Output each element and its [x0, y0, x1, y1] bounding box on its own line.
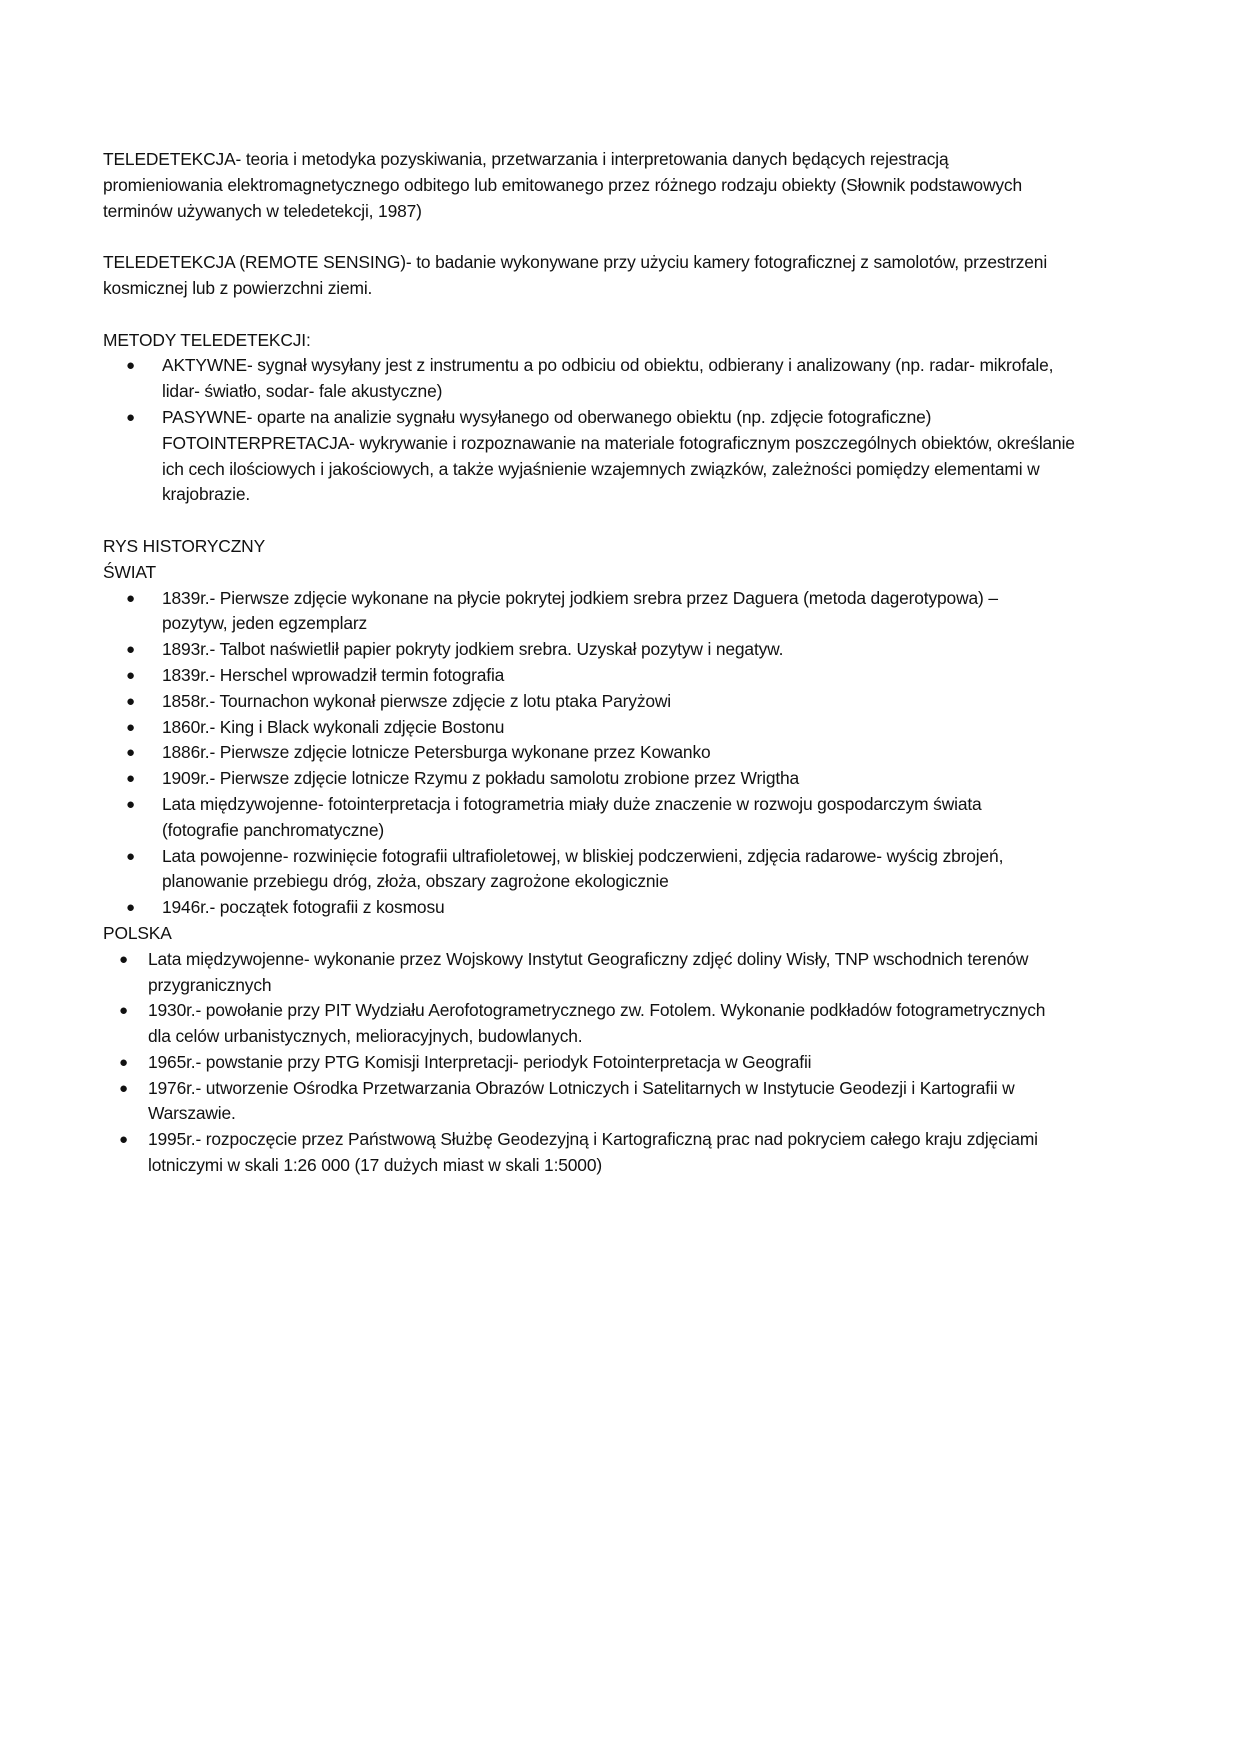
bullet-icon: ● [126, 847, 135, 865]
text-line: 1946r.- początek fotografii z kosmosu [162, 897, 445, 918]
text-line: ich cech ilościowych i jakościowych, a także wyjaśnienie wzajemnych związków, zależności pomiędzy elementami w [162, 458, 1040, 479]
bullet-icon: ● [119, 1053, 128, 1071]
list-item [103, 353, 1163, 405]
document-body [103, 147, 1163, 1179]
world-history-list [103, 586, 1163, 921]
history-heading: RYS HISTORYCZNY [103, 535, 266, 556]
text-line: 1909r.- Pierwsze zdjęcie lotnicze Rzymu z pokładu samolotu zrobione przez Wrigtha [162, 768, 800, 789]
methods-list [103, 353, 1163, 508]
list-item [103, 740, 1163, 766]
list-item [103, 586, 1163, 638]
text-line: 1930r.- powołanie przy PIT Wydziału Aerofotogrametrycznego zw. Fotolem. Wykonanie podkładów fotogrametrycznych [148, 1000, 1046, 1021]
text-line: 1976r.- utworzenie Ośrodka Przetwarzania Obrazów Lotniczych i Satelitarnych w Instytucie Geodezji i Kartografii w [148, 1077, 1015, 1098]
list-item [103, 1127, 1163, 1179]
text-line: 1995r.- rozpoczęcie przez Państwową Służbę Geodezyjną i Kartograficzną prac nad pokryciem całego kraju zdjęciami [148, 1129, 1038, 1150]
bullet-icon: ● [126, 718, 135, 736]
text-line: dla celów urbanistycznych, melioracyjnych, budowlanych. [148, 1026, 583, 1047]
bullet-icon: ● [119, 1079, 128, 1097]
text-line: Lata powojenne- rozwinięcie fotografii ultrafioletowej, w bliskiej podczerwieni, zdjęcia radarowe- wyścig zbrojeń, [162, 845, 1004, 866]
text-line: TELEDETEKCJA (REMOTE SENSING)- to badanie wykonywane przy użyciu kamery fotograficznej z samolotów, przestrzeni [103, 252, 1048, 273]
text-line: 1886r.- Pierwsze zdjęcie lotnicze Petersburga wykonane przez Kowanko [162, 742, 711, 763]
text-line: Lata międzywojenne- wykonanie przez Wojskowy Instytut Geograficzny zdjęć doliny Wisły, TNP wschodnich terenów [148, 948, 1029, 969]
text-line: PASYWNE- oparte na analizie sygnału wysyłanego od oberwanego obiektu (np. zdjęcie fotograficzne) [162, 406, 932, 427]
list-item [103, 1076, 1163, 1128]
text-line: Warszawie. [148, 1103, 236, 1124]
bullet-icon: ● [126, 408, 135, 426]
text-line: 1858r.- Tournachon wykonał pierwsze zdjęcie z lotu ptaka Paryżowi [162, 690, 672, 711]
text-line: kosmicznej lub z powierzchni ziemi. [103, 277, 373, 298]
list-item [103, 637, 1163, 663]
list-item [103, 792, 1163, 844]
bullet-icon: ● [126, 795, 135, 813]
text-line: 1893r.- Talbot naświetlił papier pokryty jodkiem srebra. Uzyskał pozytyw i negatyw. [162, 639, 784, 660]
text-line: pozytyw, jeden egzemplarz [162, 613, 368, 634]
poland-heading: POLSKA [103, 922, 172, 943]
bullet-icon: ● [126, 744, 135, 762]
bullet-icon: ● [119, 950, 128, 968]
bullet-icon: ● [126, 641, 135, 659]
text-line: przygranicznych [148, 974, 272, 995]
text-line: krajobrazie. [162, 484, 251, 505]
text-line: planowanie przebiegu dróg, złoża, obszary zagrożone ekologicznie [162, 871, 669, 892]
list-item [103, 947, 1163, 999]
list-item [103, 998, 1163, 1050]
list-item [103, 895, 1163, 921]
text-line: 1839r.- Pierwsze zdjęcie wykonane na płycie pokrytej jodkiem srebra przez Daguera (metoda dagerotypowa) – [162, 587, 998, 608]
list-item [103, 663, 1163, 689]
text-line: lotniczymi w skali 1:26 000 (17 dużych miast w skali 1:5000) [148, 1155, 602, 1176]
bullet-icon: ● [126, 899, 135, 917]
poland-history-list [103, 947, 1163, 1179]
world-heading: ŚWIAT [103, 561, 157, 582]
bullet-icon: ● [126, 770, 135, 788]
text-line: FOTOINTERPRETACJA- wykrywanie i rozpoznawanie na materiale fotograficznym poszczególnych obiektów, określanie [162, 432, 1075, 453]
text-line: promieniowania elektromagnetycznego odbitego lub emitowanego przez różnego rodzaju obiekty (Słownik podstawowych [103, 174, 1022, 195]
text-line: 1965r.- powstanie przy PTG Komisji Interpretacji- periodyk Fotointerpretacja w Geografii [148, 1051, 812, 1072]
list-item [103, 715, 1163, 741]
bullet-icon: ● [126, 357, 135, 375]
bullet-icon: ● [119, 1002, 128, 1020]
text-line: terminów używanych w teledetekcji, 1987) [103, 200, 422, 221]
list-item [103, 844, 1163, 896]
bullet-icon: ● [119, 1131, 128, 1149]
bullet-icon: ● [126, 692, 135, 710]
text-line: 1860r.- King i Black wykonali zdjęcie Bostonu [162, 716, 505, 737]
bullet-icon: ● [126, 589, 135, 607]
text-line: Lata międzywojenne- fotointerpretacja i fotogrametria miały duże znaczenie w rozwoju gospodarczym świata [162, 793, 982, 814]
definition-paragraph-2 [103, 250, 1163, 302]
list-item [103, 689, 1163, 715]
list-item [103, 1050, 1163, 1076]
list-item [103, 405, 1163, 508]
methods-heading: METODY TELEDETEKCJI: [103, 329, 311, 350]
bullet-icon: ● [126, 666, 135, 684]
text-line: 1839r.- Herschel wprowadził termin fotografia [162, 664, 505, 685]
text-line: (fotografie panchromatyczne) [162, 819, 384, 840]
text-line: lidar- światło, sodar- fale akustyczne) [162, 381, 443, 402]
text-line: TELEDETEKCJA- teoria i metodyka pozyskiwania, przetwarzania i interpretowania danych będących rejestracją [103, 149, 949, 169]
text-line: AKTYWNE- sygnał wysyłany jest z instrumentu a po odbiciu od obiektu, odbierany i analizowany (np. radar- mikrofale, [162, 355, 1054, 376]
definition-paragraph-1 [103, 147, 1163, 224]
list-item [103, 766, 1163, 792]
